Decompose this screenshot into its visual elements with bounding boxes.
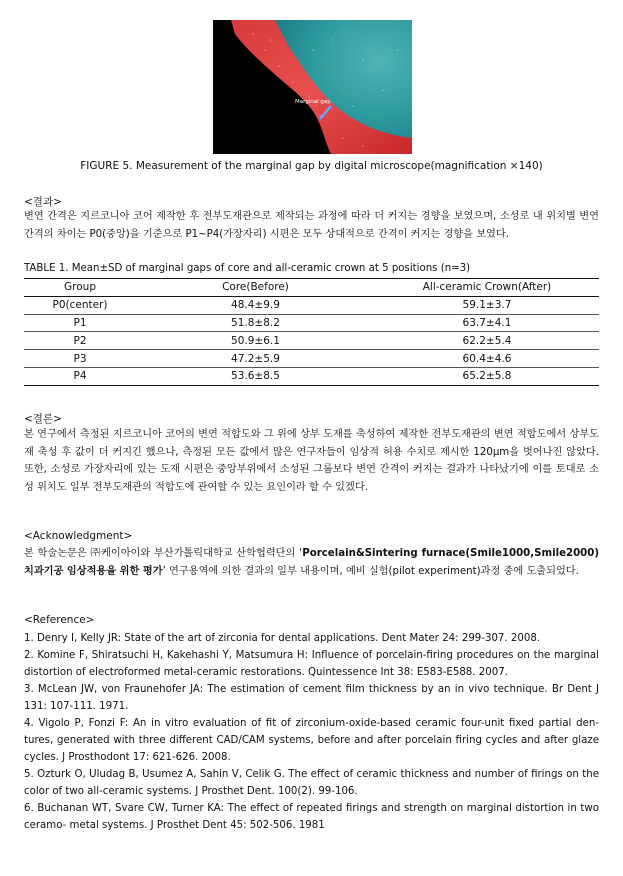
cell-crown: 60.4±4.6 [375, 350, 599, 368]
table-header-row [24, 279, 599, 297]
cell-core: 47.2±5.9 [136, 350, 375, 368]
cell-group: P0(center) [24, 296, 136, 314]
reference-item: 1. Denry I, Kelly JR: State of the art of zirconia for dental applications. Dent Mater 24: 299-307. 2008. [24, 633, 541, 644]
figure-caption: FIGURE 5. Measurement of the marginal gap by digital microscope(magnification ×140) [80, 160, 543, 172]
marginal-gap-table [24, 278, 599, 386]
results-text: 변연 간격은 지르코니아 코어 제작한 후 전부도재관으로 제작되는 과정에 따라 더 커지는 경향을 보였으며, 소성로 내 위치별 변연 간격의 차이는 P0(중앙)을 기준으로 P1~P4(가장자리) 시편은 모두 상대적으로 간격이 커지는 경향을 보였다. [24, 211, 599, 240]
header-crown: All-ceramic Crown(After) [375, 279, 599, 297]
table-row [24, 350, 599, 368]
header-core: Core(Before) [136, 279, 375, 297]
cell-crown: 63.7±4.1 [375, 314, 599, 332]
results-heading: <결과> [24, 196, 62, 208]
cell-crown: 65.2±5.8 [375, 367, 599, 385]
cell-group: P4 [24, 367, 136, 385]
reference-item: 2. Komine F, Shiratsuchi H, Kakehashi Y, Matsumura H: Influence of porcelain-firing procedures on the marginal distortion of electroformed metal-ceramic restorations. Quintessence Int 38: E583-E588. 2007. [24, 650, 599, 678]
marginal-gap-micrograph [213, 20, 412, 154]
cell-core: 50.9±6.1 [136, 332, 375, 350]
cell-core: 51.8±8.2 [136, 314, 375, 332]
cell-core: 53.6±8.5 [136, 367, 375, 385]
reference-item: 4. Vigolo P, Fonzi F: An in vitro evaluation of fit of zirconium-oxide-based ceramic four-unit fixed partial den- tures, generated with three different CAD/CAM systems, before and after porcelain firing cycles and after glaze cycles. J Prosthodont 17: 621-626. 2008. [24, 718, 599, 763]
cell-group: P3 [24, 350, 136, 368]
table-title: TABLE 1. Mean±SD of marginal gaps of core and all-ceramic crown at 5 positions (n=3) [24, 263, 471, 274]
conclusion-heading: <결론> [24, 413, 62, 425]
cell-group: P1 [24, 314, 136, 332]
cell-crown: 59.1±3.7 [375, 296, 599, 314]
reference-item: 3. McLean JW, von Fraunehofer JA: The estimation of cement film thickness by an in vivo technique. Br Dent J 131: 107-111. 1971. [24, 684, 599, 712]
reference-item: 5. Ozturk O, Uludag B, Usumez A, Sahin V, Celik G. The effect of ceramic thickness and number of firings on the color of two all-ceramic systems. J Prosthet Dent. 100(2). 99-106. [24, 769, 599, 797]
cell-crown: 62.2±5.4 [375, 332, 599, 350]
conclusion-text: 본 연구에서 측정된 지르코니아 코어의 변연 적합도와 그 위에 상부 도재를 축성하여 제작한 전부도재관의 변연 적합도에서 상부도재 축성 후 값이 더 커지긴 했으나, 측정된 모든 값에서 많은 연구자들이 임상적 허용 수치로 제시한 120μm을 벗어나진 않았다. 또한, 소성로 가장자리에 있는 도재 시편은 중앙부위에서 소성된 그룹보다 변연 간격이 커지는 결과가 나타났기에 이를 토대로 소성 위치도 일부 전부도재관의 적합도에 관여할 수 있는 요인이라 할 수 있겠다. [24, 429, 599, 493]
table-row [24, 332, 599, 350]
header-group: Group [24, 279, 136, 297]
reference-heading: <Reference> [24, 614, 95, 626]
marginal-gap-label: Marginal gap [295, 99, 331, 105]
acknowledgment-project-title: Porcelain&Sintering furnace(Smile1000,Smile2000) 치과기공 임상적용을 위한 평가 [24, 548, 599, 577]
table-row [24, 296, 599, 314]
cell-group: P2 [24, 332, 136, 350]
acknowledgment-heading: <Acknowledgment> [24, 530, 133, 542]
cell-core: 48.4±9.9 [136, 296, 375, 314]
reference-item: 6. Buchanan WT, Svare CW, Turner KA: The effect of repeated firings and strength on marginal distortion in two ceramo- metal systems. J Prosthet Dent 45: 502-506. 1981 [24, 803, 599, 831]
acknowledgment-text [24, 545, 599, 580]
acknowledgment-part1: 본 학술논문은 ㈜케이아이와 부산가톨릭대학교 산학협력단의 ‘ [24, 548, 303, 559]
table-row [24, 367, 599, 385]
table-row [24, 314, 599, 332]
reference-list [24, 630, 599, 834]
acknowledgment-part2: ’ 연구용역에 의한 결과의 일부 내용이며, 예비 실험(pilot experiment)과정 중에 도출되었다. [162, 565, 579, 577]
microscope-figure [213, 20, 412, 154]
